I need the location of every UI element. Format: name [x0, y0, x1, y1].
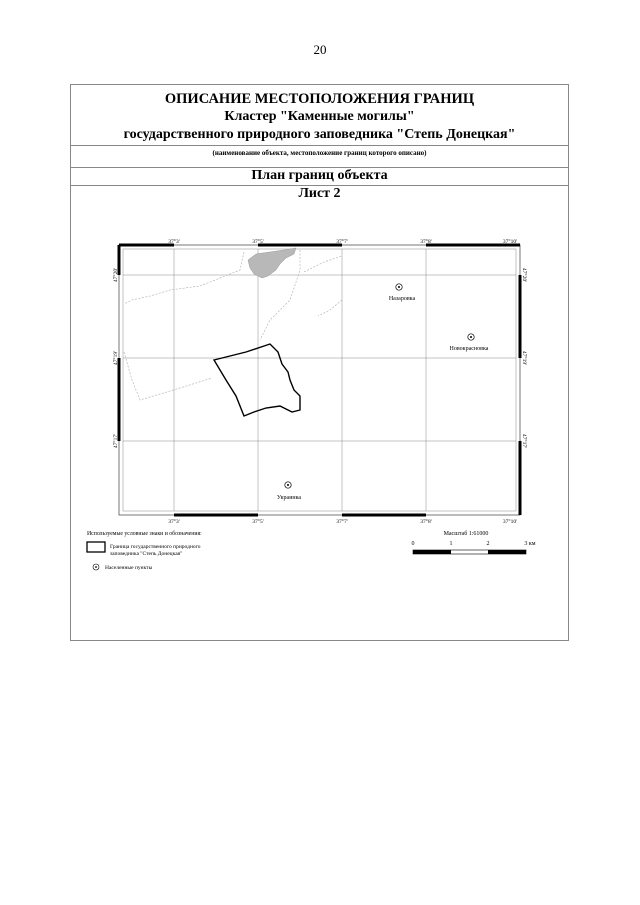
map-border-ticks — [119, 245, 520, 515]
plan-title: План границ объекта — [71, 167, 568, 186]
reservoir-shape — [248, 248, 296, 278]
bottom-tick-label: 37°10' — [502, 519, 518, 525]
object-caption: (наименование объекта, местоположение границ которого описано) — [71, 145, 568, 168]
title-line-2: Кластер "Каменные могилы" — [224, 109, 415, 124]
legend-boundary-label: заповедника "Степь Донецкая" — [110, 551, 183, 557]
map-border — [119, 245, 520, 515]
legend-boundary-symbol — [87, 542, 105, 552]
page-number: 20 — [313, 42, 327, 57]
top-tick-label: 37°5' — [252, 239, 264, 245]
settlement-label: Украинка — [276, 495, 302, 501]
scale-tick-label: 3 км — [524, 541, 536, 547]
scale-tick-label: 2 — [486, 541, 490, 547]
bottom-tick-label: 37°7' — [336, 519, 348, 525]
scale-tick-label: 1 — [449, 541, 453, 547]
settlement-markers — [285, 284, 474, 488]
right-tick-label: 47°20' — [521, 267, 527, 283]
settlement-label: Назаровка — [388, 296, 416, 302]
top-tick-label: 37°3' — [168, 239, 180, 245]
title-line-3: государственного природного заповедника "Степь Донецкая" — [123, 127, 516, 142]
left-tick-label: 47°19' — [113, 350, 119, 366]
top-tick-label: 37°7' — [336, 239, 348, 245]
top-tick-label: 37°8' — [420, 239, 432, 245]
sheet-label: Лист 2 — [298, 186, 341, 201]
scale-tick-label: 0 — [411, 541, 415, 547]
title-line-1: ОПИСАНИЕ МЕСТОПОЛОЖЕНИЯ ГРАНИЦ — [164, 91, 475, 107]
top-tick-label: 37°10' — [502, 239, 518, 245]
right-tick-label: 47°17' — [521, 433, 527, 449]
settlement-label: Новокрасновка — [449, 346, 489, 352]
legend-boundary-label: Граница государственного природного — [110, 544, 201, 550]
coordinate-grid — [123, 249, 516, 511]
left-tick-label: 47°17' — [113, 433, 119, 449]
reserve-boundary-polygon — [214, 344, 300, 416]
bottom-tick-label: 37°5' — [252, 519, 264, 525]
background-features — [124, 250, 342, 400]
left-tick-label: 47°20' — [113, 267, 119, 283]
bottom-tick-label: 37°8' — [420, 519, 432, 525]
bottom-tick-label: 37°3' — [168, 519, 180, 525]
legend-heading: Используемые условные знаки и обозначения: — [87, 531, 202, 537]
legend-settlement-label: Населенные пункты — [105, 565, 153, 571]
scale-label: Масштаб 1:61000 — [443, 531, 489, 537]
right-tick-label: 47°19' — [521, 350, 527, 366]
